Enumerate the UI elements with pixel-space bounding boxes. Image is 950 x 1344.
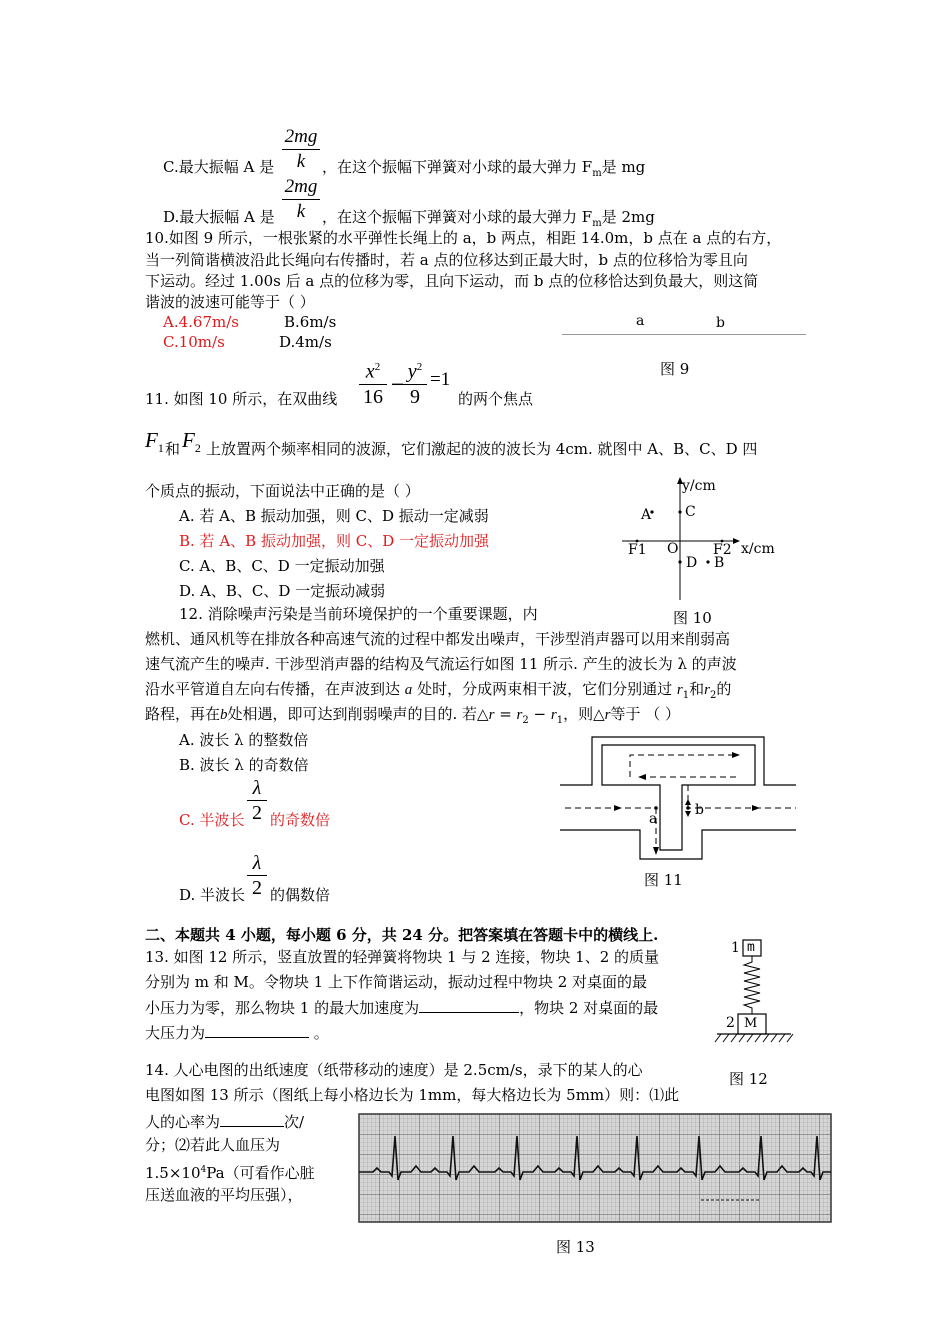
- q14-line3: [145, 1110, 304, 1133]
- q12-upper-path: [630, 755, 736, 777]
- q11-option-b: B. 若 A、B 振动加强，则 C、D 一定振动加强: [179, 532, 489, 550]
- q14-blank-heart-rate[interactable]: [220, 1110, 284, 1127]
- q9-c-frac-num: 2mg: [284, 126, 318, 147]
- q13-spring-svg: [715, 938, 795, 1048]
- q12-arrow-b-up: [685, 799, 691, 805]
- q11-eq-minus: −: [390, 374, 406, 395]
- q11-point-c: [678, 510, 681, 513]
- q12-option-b: B. 波长 λ 的奇数倍: [179, 756, 309, 774]
- q14-l3-post: 次/: [284, 1113, 305, 1131]
- q14-line6: 压送血液的平均压强），: [145, 1186, 303, 1204]
- q9-d-frac-den: k: [296, 201, 306, 222]
- q9-d-fraction: [282, 176, 320, 223]
- q12-l5-r: r: [488, 707, 495, 723]
- q11-x-arrow: [733, 538, 740, 544]
- q9-c-fraction: [282, 126, 320, 173]
- q12-l5-b: b: [220, 707, 228, 723]
- q12-c-post: 的奇数倍: [270, 811, 331, 829]
- q12-l4-r1: r: [676, 682, 683, 698]
- q13-spring: [744, 956, 760, 1014]
- q14-line1: 14. 人心电图的出纸速度（纸带移动的速度）是 2.5cm/s，录下的某人的心: [145, 1061, 643, 1079]
- q13-l3-post: ，物块 2 对桌面的最: [519, 999, 659, 1017]
- q14-l5-post: Pa（可看作心脏: [206, 1164, 315, 1182]
- q13-l4-pre: 大压力为: [145, 1024, 206, 1042]
- q9-d-end: 是 2mg: [601, 208, 655, 226]
- q14-fig-caption: 图 13: [556, 1238, 595, 1256]
- q10-fig-caption: 图 9: [660, 360, 690, 378]
- q13-fig-caption: 图 12: [729, 1070, 768, 1088]
- q12-l5-mid: 处相遇，即可达到削弱噪声的目的. 若△: [227, 705, 489, 723]
- q13-blank-max-acceleration[interactable]: [419, 996, 519, 1013]
- q11-eq-x-den: 16: [363, 385, 383, 408]
- q9-c-end: 是 mg: [601, 158, 646, 176]
- q11-post: 的两个焦点: [458, 390, 534, 408]
- q12-line5: [145, 703, 680, 732]
- q11-f2-letter: F: [182, 428, 195, 452]
- q11-axes-svg: [622, 475, 802, 605]
- q11-option-c: C. A、B、C、D 一定振动加强: [179, 557, 385, 575]
- q11-eq-x-exp: 2: [374, 361, 381, 373]
- q11-fig-f2-label: F2: [713, 542, 732, 558]
- q13-line4: [145, 1021, 329, 1044]
- q11-f1-letter: F: [145, 428, 158, 452]
- q9-c-prefix: C.最大振幅 A 是: [163, 158, 275, 176]
- q12-l4-r1sub: 1: [682, 690, 690, 701]
- q13-line2: 分别为 m 和 M。令物块 1 上下作简谐运动，振动过程中物块 2 对桌面的最: [145, 973, 648, 991]
- q9-c-post: ，在这个振幅下弹簧对小球的最大弹力 F: [322, 158, 593, 176]
- q12-l5-end: 等于 （ ）: [610, 705, 681, 723]
- q11-eq-y: y: [407, 360, 417, 383]
- q11-f1: [145, 428, 164, 456]
- q12-d-fraction: [247, 852, 267, 899]
- q11-eq-y-frac: [403, 356, 427, 408]
- q12-arrow-top: [732, 752, 740, 758]
- q9-d-text: [322, 206, 655, 229]
- q12-point-b: [686, 806, 690, 810]
- q12-fig-b-label: b: [695, 802, 704, 818]
- q12-l4-end: 的: [716, 680, 732, 698]
- q13-l4-post: 。: [309, 1024, 329, 1042]
- q9-d-frac-num: 2mg: [284, 176, 318, 197]
- q10-line4: 谐波的波速可能等于（ ）: [145, 293, 315, 311]
- q11-f1-sub: 1: [157, 441, 164, 456]
- q12-l5-r3: r: [604, 707, 611, 723]
- q12-arrow-return: [638, 774, 646, 780]
- q10-fig-label-a: a: [636, 313, 645, 329]
- q11-fig-x-label: x/cm: [741, 541, 775, 557]
- q12-l4-a: a: [404, 682, 413, 698]
- q12-line1: 12. 消除噪声污染是当前环境保护的一个重要课题，内: [179, 605, 538, 623]
- q11-point-b: [706, 560, 709, 563]
- q10-line2: 当一列简谐横波沿此长绳向右传播时，若 a 点的位移达到正最大时，b 点的位移恰为零且向: [145, 251, 748, 269]
- q12-l4-mid: 处时，分成两束相干波，它们分别通过: [417, 680, 673, 698]
- q12-l5-pre: 路程，再在: [145, 705, 221, 723]
- q12-d-frac-den: 2: [252, 877, 262, 899]
- q12-d-frac-num: λ: [252, 852, 262, 874]
- q12-arrow-outlet: [752, 805, 760, 811]
- q12-l5-r1: r: [550, 707, 557, 723]
- q11-and: 和: [165, 440, 181, 458]
- q12-arrow-down: [653, 847, 659, 855]
- q12-l5-then: ，则△: [563, 705, 605, 723]
- q11-fig-c-label: C: [685, 504, 696, 520]
- q12-l4-and: 和: [689, 680, 705, 698]
- q13-fig-label-1: 1: [731, 940, 740, 956]
- q11-pre: 11. 如图 10 所示，在双曲线: [145, 390, 338, 408]
- section-2-heading: 二、本题共 4 小题，每小题 6 分，共 24 分。把答案填在答题卡中的横线上.: [145, 926, 659, 944]
- q12-inner-block: [602, 745, 755, 850]
- q11-eq-y-exp: 2: [416, 361, 423, 373]
- q14-l5-exp: 4: [200, 1165, 207, 1175]
- q11-option-d: D. A、B、C、D 一定振动减弱: [179, 582, 386, 600]
- q12-fig-a-label: a: [649, 811, 658, 827]
- q14-line4: 分；⑵若此人血压为: [145, 1136, 281, 1154]
- q12-l4-pre: 沿水平管道自左向右传播，在声波到达: [145, 680, 401, 698]
- q12-l4-r2: r: [704, 682, 710, 698]
- q12-d-post: 的偶数倍: [270, 886, 331, 904]
- q14-ecg-grid: [359, 1114, 831, 1222]
- q12-c-frac-den: 2: [252, 802, 262, 824]
- q9-c-sub: m: [592, 168, 602, 179]
- q11-line3: 个质点的振动，下面说法中正确的是（ ）: [145, 482, 420, 500]
- q11-option-a: A. 若 A、B 振动加强，则 C、D 振动一定减弱: [179, 507, 489, 525]
- q14-line5: [145, 1159, 315, 1184]
- q12-fig-caption: 图 11: [644, 871, 683, 889]
- q10-option-b: B.6m/s: [284, 313, 337, 331]
- q11-fig-y-label: y/cm: [682, 478, 716, 494]
- q12-line3: 速气流产生的噪声. 干涉型消声器的结构及气流运行如图 11 所示. 产生的波长为 λ 的声波: [145, 655, 737, 673]
- q11-fig-o-label: O: [667, 541, 679, 557]
- q12-l5-eq: =: [494, 705, 517, 723]
- q9-d-prefix: D.最大振幅 A 是: [163, 208, 275, 226]
- q9-d-sub: m: [592, 218, 602, 229]
- q10-option-d: D.4m/s: [279, 333, 332, 351]
- q10-rope-line: [562, 334, 806, 335]
- q11-fig-caption: 图 10: [673, 609, 712, 627]
- q11-fig-a-label: A: [641, 507, 652, 523]
- q10-option-c: C.10m/s: [163, 333, 225, 351]
- q10-line1: 10.如图 9 所示，一根张紧的水平弹性长绳上的 a，b 两点，相距 14.0m，b 点在 a 点的右方，: [145, 229, 782, 247]
- q13-fig-m: m: [747, 940, 755, 955]
- q11-fig-d-label: D: [686, 555, 698, 571]
- q12-l5-r2: r: [516, 707, 523, 723]
- q12-l5-r2sub: 2: [522, 715, 529, 726]
- q12-line2: 燃机、通风机等在排放各种高速气流的过程中都发出噪声，干涉型消声器可以用来削弱高: [145, 630, 731, 648]
- q13-l3-pre: 小压力为零，那么物块 1 的最大加速度为: [145, 999, 420, 1017]
- q14-ecg-svg: [359, 1114, 831, 1222]
- q11-eq-rhs: =1: [430, 369, 451, 390]
- q11-point-d: [678, 560, 681, 563]
- q12-point-a: [654, 806, 658, 810]
- q11-eq-y-den: 9: [410, 385, 420, 408]
- q14-l5-pre: 1.5×10: [145, 1164, 201, 1182]
- q11-eq-x-frac: [359, 356, 387, 408]
- q10-option-a: A.4.67m/s: [163, 313, 239, 331]
- q12-l4-r2sub: 2: [709, 690, 717, 701]
- q13-line1: 13. 如图 12 所示，竖直放置的轻弹簧将物块 1 与 2 连接，物块 1、2 的质量: [145, 948, 660, 966]
- q14-l3-pre: 人的心率为: [145, 1113, 221, 1131]
- q9-d-post: ，在这个振幅下弹簧对小球的最大弹力 F: [322, 208, 593, 226]
- q10-fig-label-b: b: [716, 315, 725, 331]
- q12-c-fraction: [247, 777, 267, 824]
- q12-muffler-svg: [560, 735, 810, 865]
- q11-fig-f1-label: F1: [628, 542, 647, 558]
- q12-option-a: A. 波长 λ 的整数倍: [179, 731, 309, 749]
- q13-line3: [145, 996, 658, 1019]
- q12-d-prefix: D. 半波长: [179, 886, 246, 904]
- q10-line3: 下运动。经过 1.00s 后 a 点的位移为零，且向下运动，而 b 点的位移恰达到负最大，则这简: [145, 272, 759, 290]
- q13-fig-big-m: M: [744, 1016, 758, 1031]
- q13-table-hatch: [715, 1034, 793, 1042]
- q11-fig-b-label: B: [714, 555, 725, 571]
- q12-outlet-path: [688, 785, 796, 808]
- q12-outer-bottom-wall: [560, 830, 796, 859]
- q12-outer-top-wall: [560, 737, 796, 785]
- q9-c-frac-den: k: [296, 151, 306, 172]
- q12-arrow-b-down: [685, 811, 691, 817]
- q12-l5-r1sub: 1: [556, 715, 564, 726]
- q12-arrow-inlet: [614, 805, 622, 811]
- q9-c-text: [322, 156, 645, 179]
- q11-f2: [182, 428, 201, 456]
- q13-blank-max-pressure[interactable]: [205, 1021, 309, 1038]
- q13-fig-label-2: 2: [726, 1015, 735, 1031]
- q11-line2: 上放置两个频率相同的波源，它们激起的波的波长为 4cm. 就图中 A、B、C、D 四: [206, 440, 758, 458]
- q12-l5-minus: −: [528, 705, 551, 723]
- q11-f2-sub: 2: [194, 441, 201, 456]
- q12-c-prefix: C. 半波长: [179, 811, 245, 829]
- q11-eq-x: x: [365, 360, 375, 383]
- q14-line2: 电图如图 13 所示（图纸上每小格边长为 1mm，每大格边长为 5mm）则：⑴此: [145, 1086, 680, 1104]
- q12-c-frac-num: λ: [252, 777, 262, 799]
